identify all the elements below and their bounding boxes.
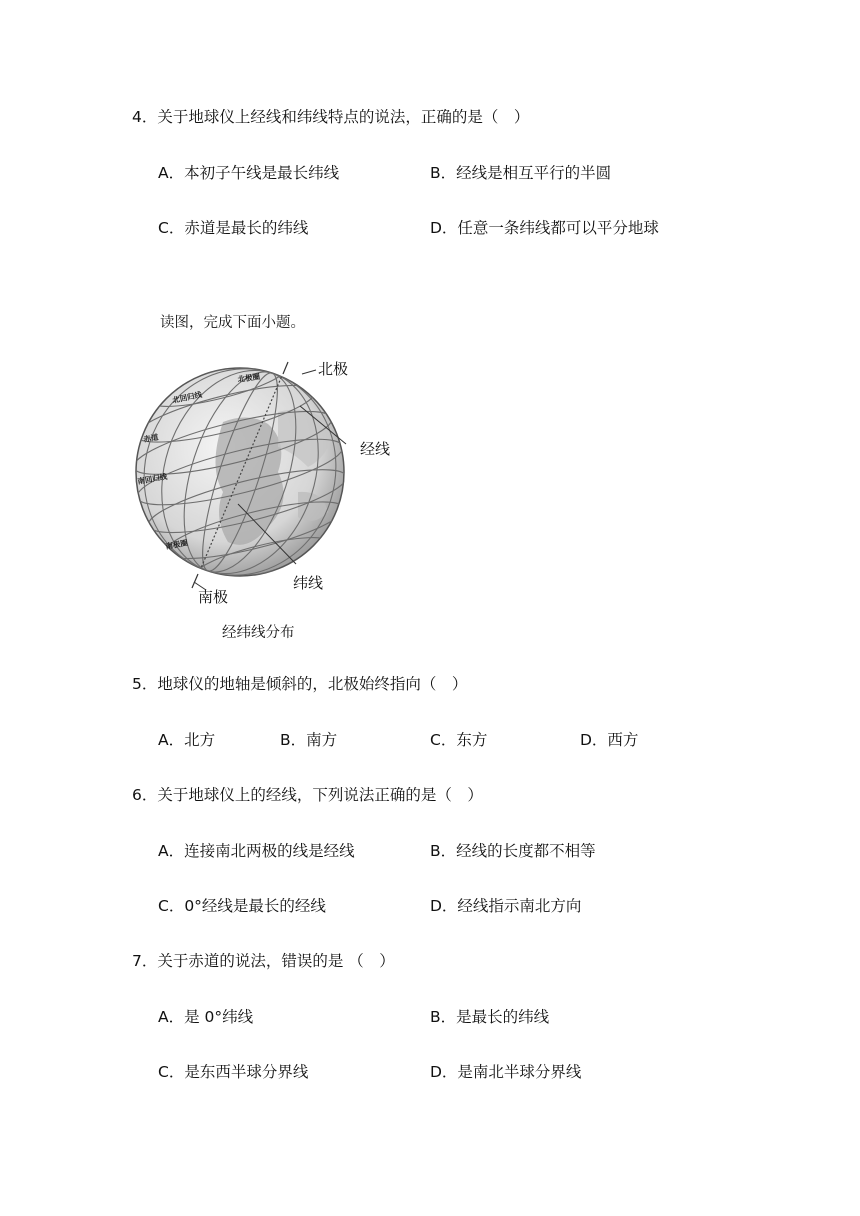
question-7-option-a[interactable]: A．是 0°纬线 (158, 1008, 254, 1026)
question-6-option-a[interactable]: A．连接南北两极的线是经线 (158, 842, 355, 860)
question-4-option-c[interactable]: C．赤道是最长的纬线 (158, 219, 309, 237)
question-6-option-c[interactable]: C．0°经线是最长的经线 (158, 897, 326, 915)
question-6-option-d[interactable]: D．经线指示南北方向 (430, 897, 582, 915)
question-7-option-c[interactable]: C．是东西半球分界线 (158, 1063, 309, 1081)
question-5-option-b[interactable]: B．南方 (280, 731, 338, 749)
north-pole-pointer (302, 370, 316, 374)
north-pole-label: 北极 (318, 360, 349, 378)
parallel-label: 纬线 (293, 574, 324, 592)
question-6-stem: 6．关于地球仪上的经线，下列说法正确的是（ ） (132, 786, 483, 804)
tropic-of-cancer-label: 北回归线 (171, 389, 203, 405)
tropic-of-capricorn-label: 南回归线 (136, 471, 168, 486)
globe-illustration (128, 352, 408, 612)
question-5-stem: 5．地球仪的地轴是倾斜的，北极始终指向（ ） (132, 675, 468, 693)
question-4-option-a[interactable]: A．本初子午线是最长纬线 (158, 164, 340, 182)
question-5-option-c[interactable]: C．东方 (430, 731, 488, 749)
question-5-option-a[interactable]: A．北方 (158, 731, 216, 749)
equator-label: 赤道 (142, 432, 160, 444)
reading-instruction: 读图，完成下面小题。 (160, 315, 305, 331)
question-5-option-d[interactable]: D．西方 (580, 731, 639, 749)
antarctic-circle-label: 南极圈 (164, 538, 189, 551)
arctic-circle-label: 北极圈 (237, 371, 261, 384)
meridian-label: 经线 (360, 440, 391, 458)
south-pole-label: 南极 (198, 588, 229, 606)
question-6-option-b[interactable]: B．经线的长度都不相等 (430, 842, 596, 860)
question-4-stem: 4．关于地球仪上经线和纬线特点的说法，正确的是（ ） (132, 108, 530, 126)
question-4-option-d[interactable]: D．任意一条纬线都可以平分地球 (430, 219, 659, 237)
question-7-option-d[interactable]: D．是南北半球分界线 (430, 1063, 582, 1081)
question-4-option-b[interactable]: B．经线是相互平行的半圆 (430, 164, 612, 182)
question-7-stem: 7．关于赤道的说法，错误的是 （ ） (132, 952, 395, 970)
question-7-option-b[interactable]: B．是最长的纬线 (430, 1008, 550, 1026)
figure-caption: 经纬线分布 (222, 625, 295, 641)
globe-figure (128, 352, 408, 652)
